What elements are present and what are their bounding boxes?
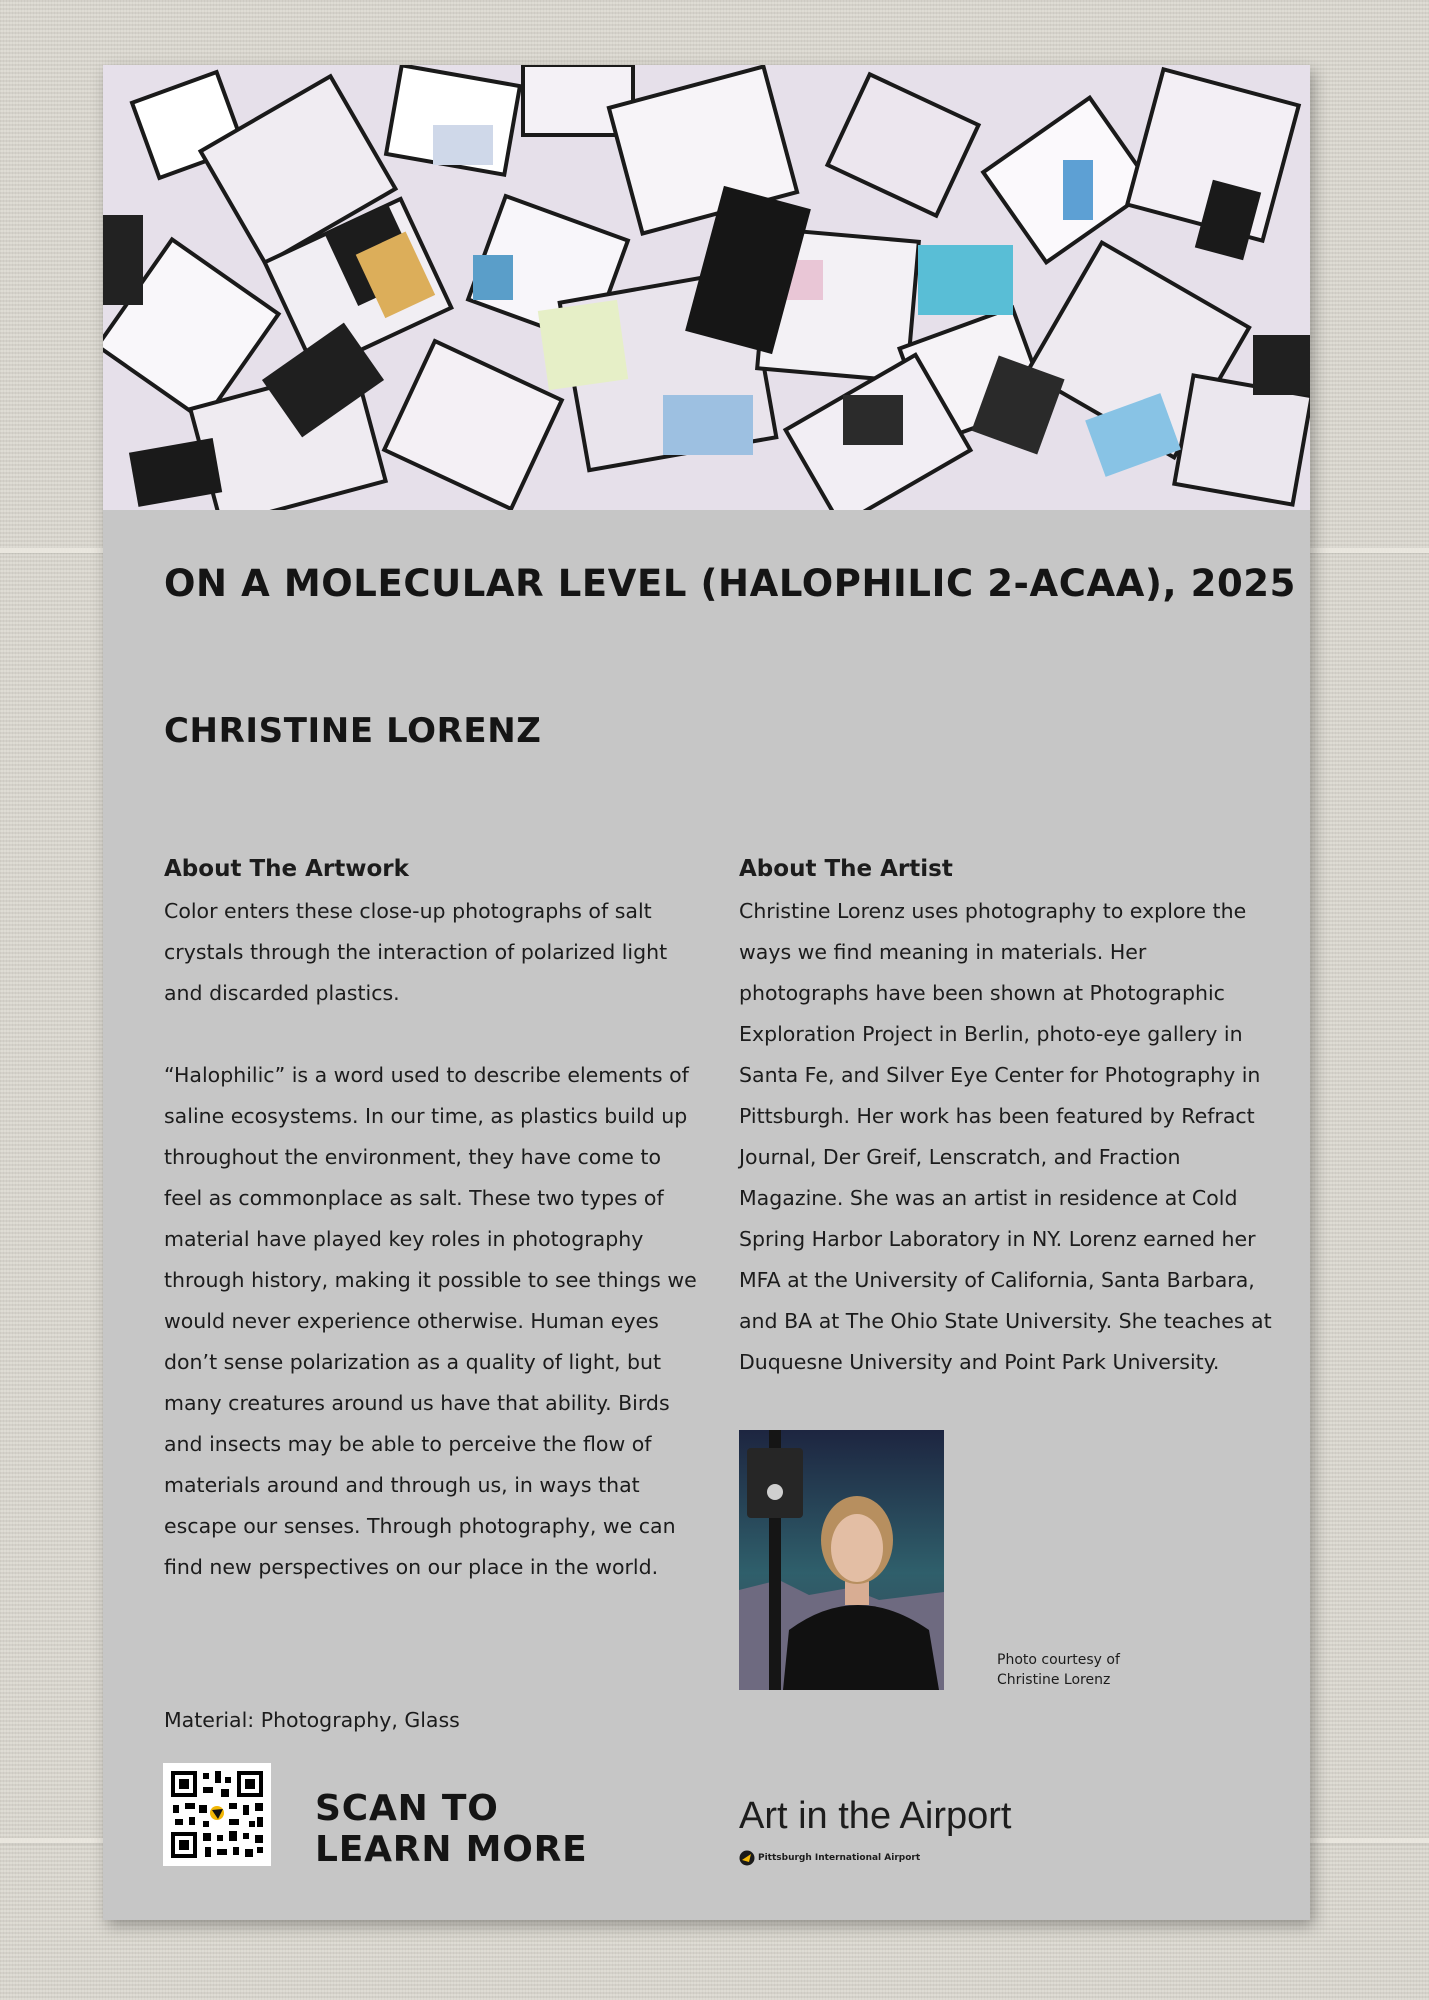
- art-in-airport-logo: Art in the Airport: [739, 1795, 1012, 1837]
- photo-credit: Photo courtesy of Christine Lorenz: [997, 1652, 1120, 1688]
- artist-portrait: [739, 1430, 944, 1690]
- exhibit-placard: [103, 65, 1310, 1920]
- about-artwork-section: [164, 851, 704, 1588]
- salt-crystal-photograph: [103, 65, 1310, 510]
- about-artwork-heading: About The Artwork: [164, 856, 409, 882]
- about-artist-section: [739, 851, 1279, 1383]
- artwork-paragraph-1: Color enters these close-up photographs of salt crystals through the interaction of polarized light and discarded plastics.: [164, 899, 668, 1005]
- scan-cta: SCAN TO LEARN MORE: [315, 1788, 588, 1870]
- artist-bio: Christine Lorenz uses photography to explore the ways we find meaning in materials. Her photographs have been shown at Photographic Exploration Project in Berlin, photo-eye gallery in Santa Fe, and Silver Eye Center for Photography in Pittsburgh. Her work has been featured by Refract Journal, Der Greif, Lenscratch, and Fraction Magazine. She was an artist in residence at Cold Spring Harbor Laboratory in NY. Lorenz earned her MFA at the University of California, Santa Barbara, and BA at The Ohio State University. She teaches at Duquesne University and Point Park University.: [739, 899, 1272, 1374]
- artist-photo: [739, 1430, 944, 1690]
- qr-code-icon: [163, 1763, 271, 1866]
- airport-name: Pittsburgh International Airport: [758, 1853, 921, 1863]
- artist-name: CHRISTINE LORENZ: [164, 711, 542, 751]
- about-artist-heading: About The Artist: [739, 856, 953, 882]
- airport-logo-icon: [739, 1850, 755, 1866]
- material-label: Material: Photography, Glass: [164, 1708, 460, 1732]
- qr-code[interactable]: [163, 1763, 271, 1866]
- airport-logo: [739, 1850, 920, 1866]
- artwork-image: [103, 65, 1310, 510]
- artwork-title: ON A MOLECULAR LEVEL (HALOPHILIC 2-ACAA), 2025: [164, 562, 1296, 605]
- artwork-paragraph-2: “Halophilic” is a word used to describe elements of saline ecosystems. In our time, as plastics build up throughout the environment, they have come to feel as commonplace as salt. These two types of material have played key roles in photography through history, making it possible to see things we would never experience otherwise. Human eyes don’t sense polarization as a quality of light, but many creatures around us have that ability. Birds and insects may be able to perceive the flow of materials around and through us, in ways that escape our senses. Through photography, we can find new perspectives on our place in the world.: [164, 1063, 697, 1579]
